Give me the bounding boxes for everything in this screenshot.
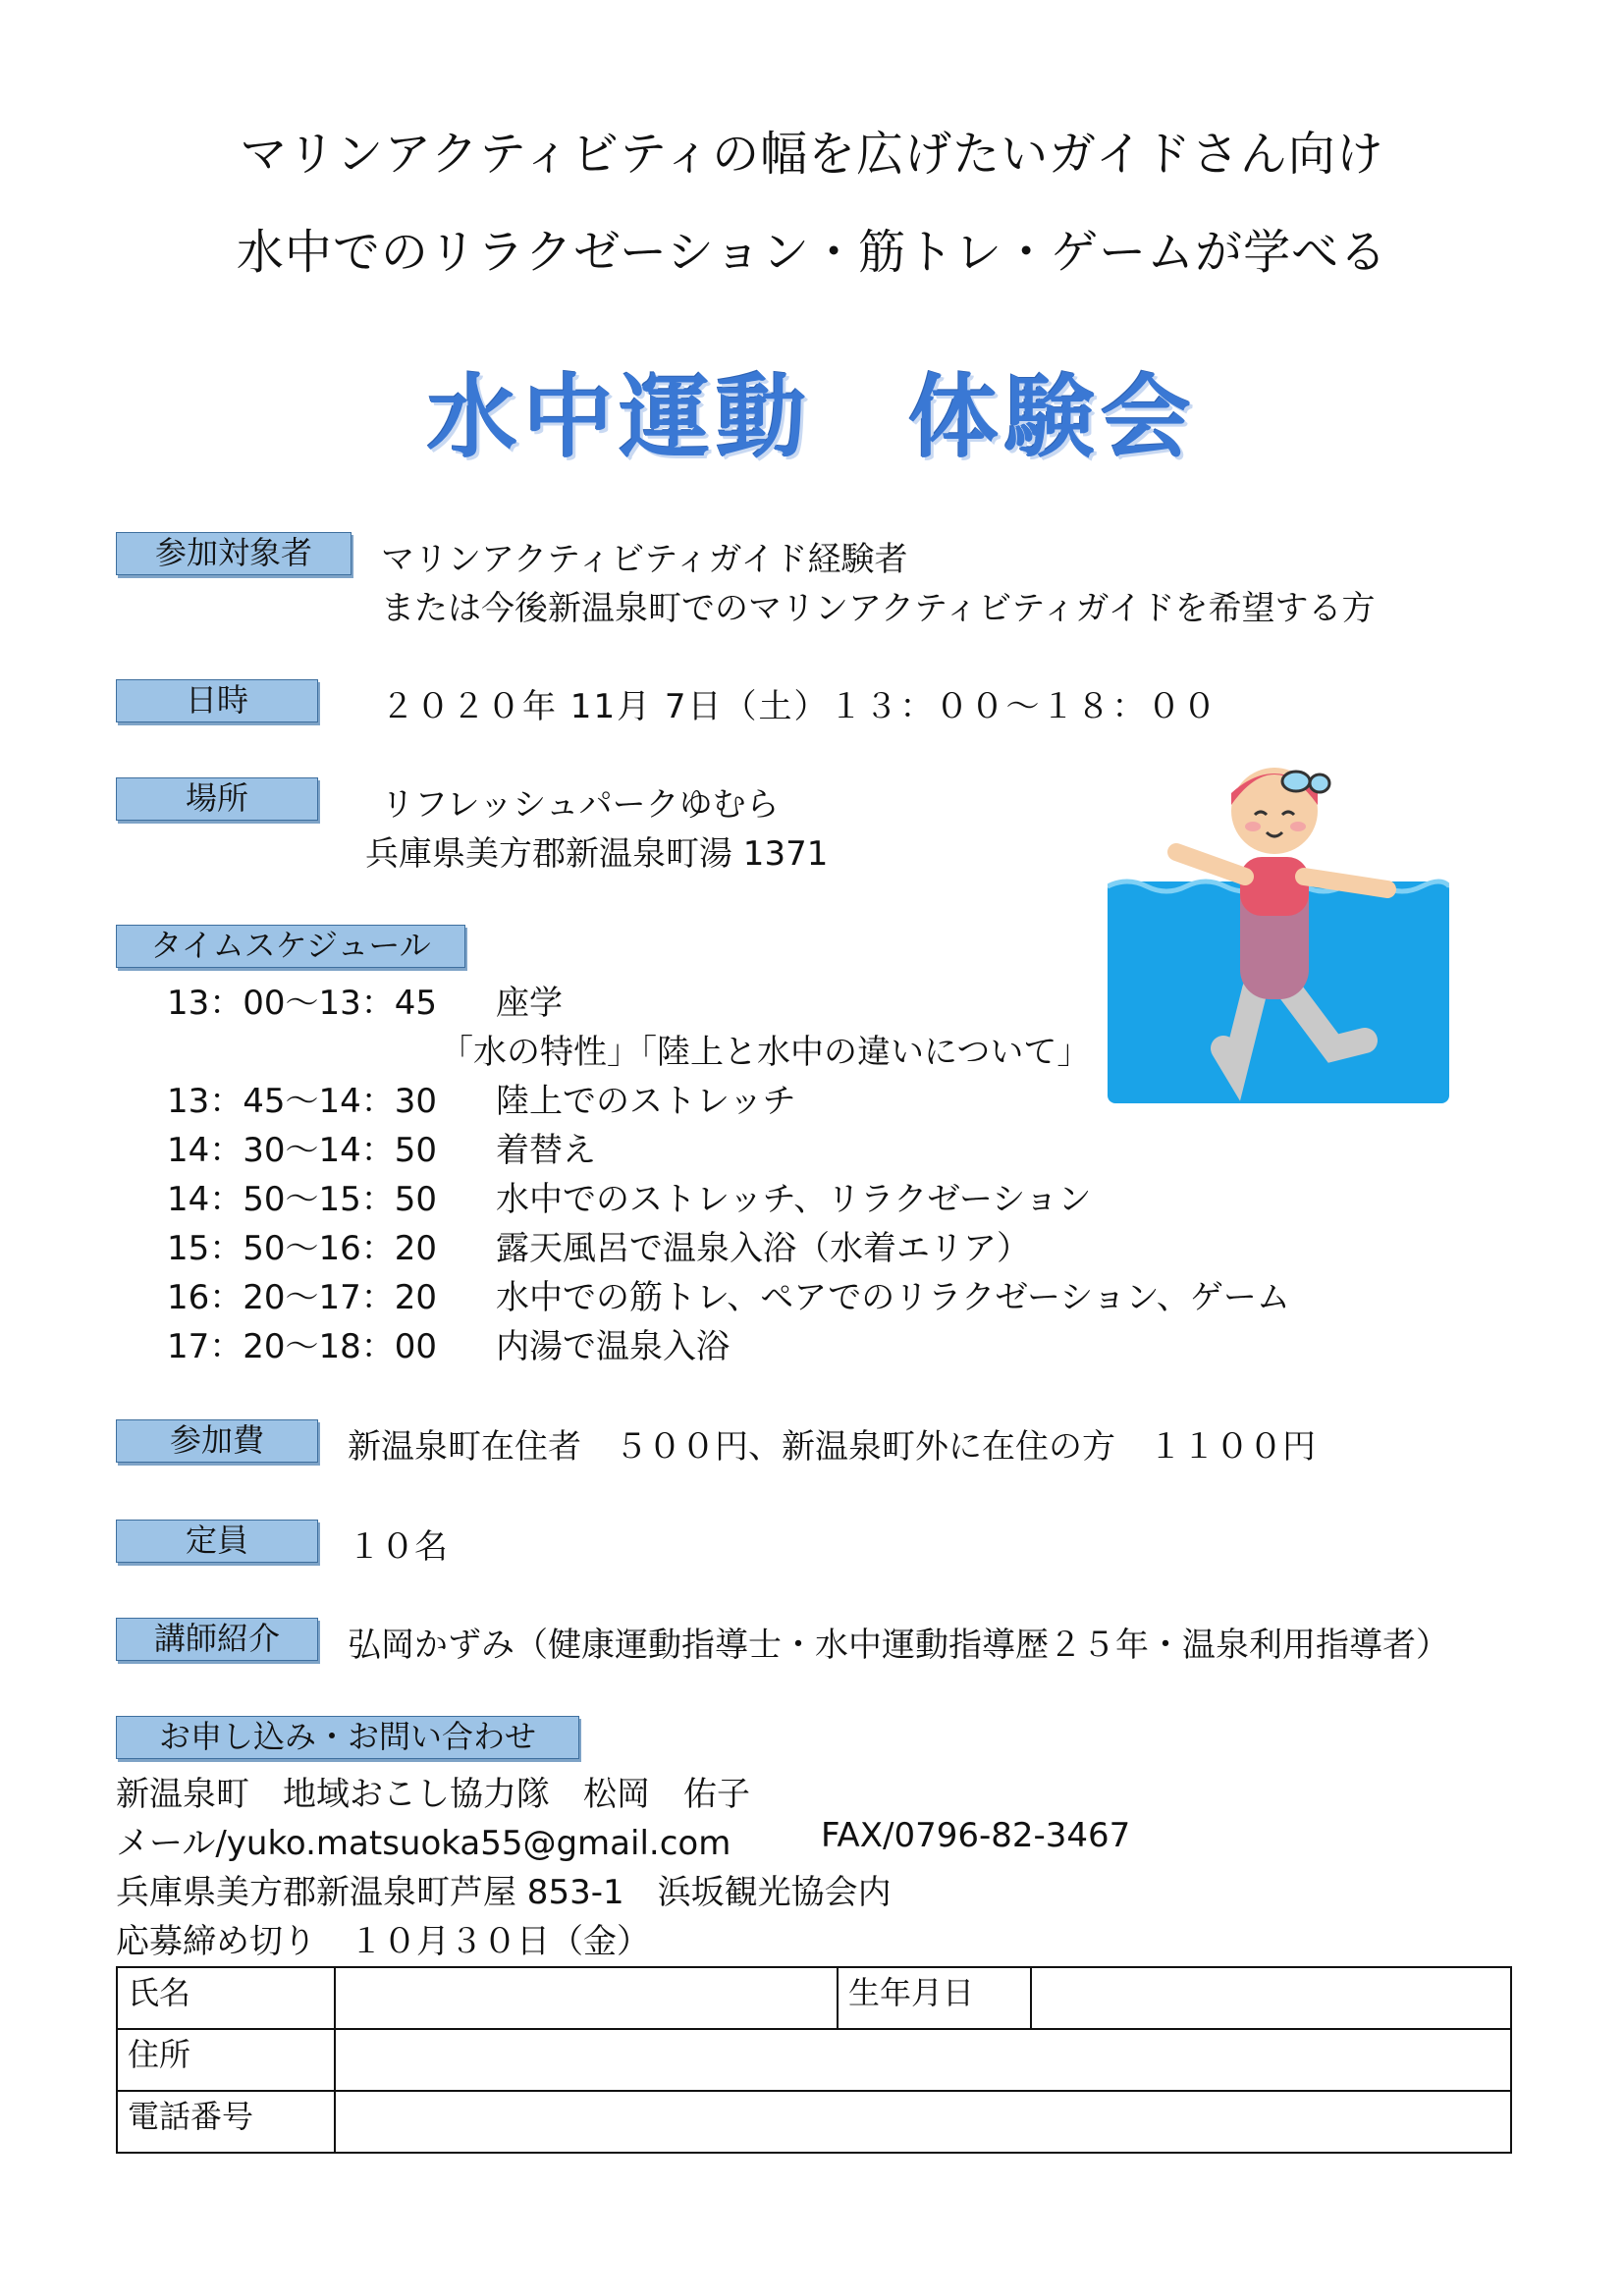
contact-fax: FAX/0796-82-3467 (821, 1816, 1131, 1855)
fee-value: 新温泉町在住者 ５００円、新温泉町外に在住の方 １１００円 (348, 1427, 1316, 1467)
instructor-label: 講師紹介 (116, 1618, 318, 1661)
subtitle-2: 水中でのリラクゼーション・筋トレ・ゲームが学べる (236, 225, 1388, 280)
place-label: 場所 (116, 777, 318, 821)
subtitle-1: マリンアクティビティの幅を広げたいガイドさん向け (240, 127, 1384, 182)
place-line-1: リフレッシュパークゆむら (381, 785, 780, 825)
target-line-2: または今後新温泉町でのマリンアクティビティガイドを希望する方 (381, 589, 1376, 628)
swimmer-illustration (1108, 754, 1449, 1121)
schedule-item: 17：20～18：00 内湯で温泉入浴 (167, 1327, 730, 1366)
schedule-item: 14：30～14：50 着替え (167, 1131, 596, 1170)
contact-address: 兵庫県美方郡新温泉町芦屋 853-1 浜坂観光協会内 (116, 1873, 892, 1912)
target-line-1: マリンアクティビティガイド経験者 (381, 540, 908, 579)
page-title: 水中運動 体験会 (426, 365, 1197, 470)
birthdate-label: 生年月日 (838, 1967, 1031, 2029)
schedule-label: タイムスケジュール (116, 925, 465, 968)
capacity-label: 定員 (116, 1520, 318, 1563)
contact-email[interactable]: メール/yuko.matsuoka55@gmail.com (116, 1824, 731, 1863)
instructor-value: 弘岡かずみ（健康運動指導士・水中運動指導歴２５年・温泉利用指導者） (348, 1626, 1449, 1665)
schedule-item: 13：00～13：45 座学 (167, 984, 563, 1023)
address-label: 住所 (117, 2029, 335, 2091)
capacity-value: １０名 (348, 1527, 448, 1567)
schedule-item: 15：50～16：20 露天風呂で温泉入浴（水着エリア） (167, 1229, 1030, 1268)
name-field[interactable] (335, 1967, 838, 2029)
datetime-value: ２０２０年 11月 7日（土）１３：００～１８：００ (381, 687, 1218, 726)
birthdate-field[interactable] (1031, 1967, 1511, 2029)
target-label: 参加対象者 (116, 532, 352, 575)
contact-label: お申し込み・お問い合わせ (116, 1716, 579, 1759)
phone-field[interactable] (335, 2091, 1511, 2153)
schedule-item: 13：45～14：30 陸上でのストレッチ (167, 1082, 796, 1121)
name-label: 氏名 (117, 1967, 335, 2029)
deadline: 応募締め切り １０月３０日（金） (116, 1922, 650, 1961)
application-form (116, 1966, 1512, 2154)
schedule-item: 16：20～17：20 水中での筋トレ、ペアでのリラクゼーション、ゲーム (167, 1278, 1290, 1317)
place-line-2: 兵庫県美方郡新温泉町湯 1371 (365, 834, 829, 874)
contact-organizer: 新温泉町 地域おこし協力隊 松岡 佑子 (116, 1775, 750, 1814)
datetime-label: 日時 (116, 679, 318, 722)
schedule-item: 14：50～15：50 水中でのストレッチ、リラクゼーション (167, 1180, 1092, 1219)
phone-label: 電話番号 (117, 2091, 335, 2153)
address-field[interactable] (335, 2029, 1511, 2091)
fee-label: 参加費 (116, 1419, 318, 1463)
schedule-item-note: 「水の特性」「陸上と水中の違いについて」 (440, 1033, 1091, 1072)
